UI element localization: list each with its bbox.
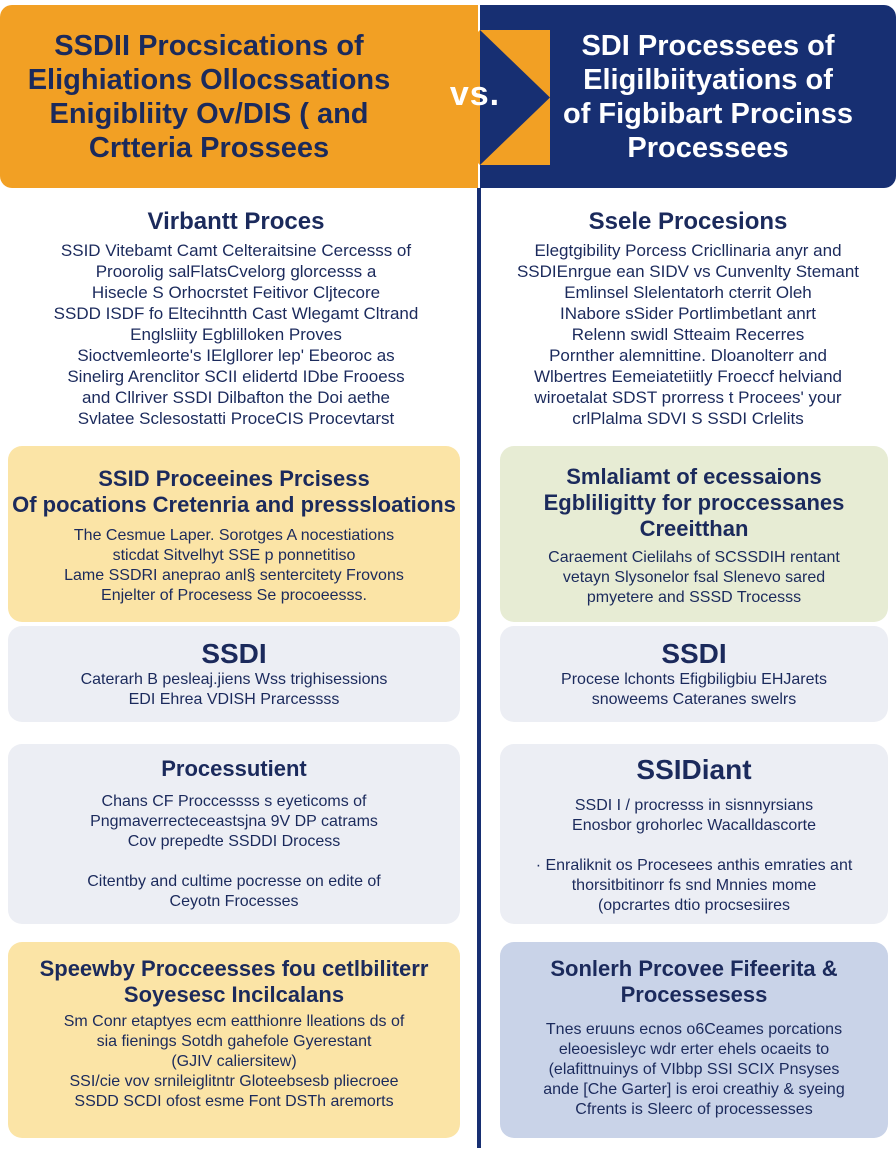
right-card-2-body: Procese lchonts Efigbiligbiu EHJarets snoweems Cateranes swelrs xyxy=(561,671,827,708)
left-card-3-body: Chans CF Proccessss s eyeticoms of Pngmaverrecteceastsjna 9V DP catrams Cov prepedte SSDDI Drocess Citentby and cultime pocresse on edite of Ceyotn Frocesses xyxy=(87,793,381,910)
right-card-1-body: Caraement Cielilahs of SCSSDIH rentant vetayn Slysonelor fsal Slenevo sared pmyetere and SSSD Trocesss xyxy=(548,549,840,606)
right-header-title: SDI Processees of Eligilbiityations of of Figbibart Procinss Processees xyxy=(562,29,854,164)
header-left-panel xyxy=(0,5,478,188)
right-card-3-body: SSDI I / procresss in sisnnyrsians Enosbor grohorlec Wacalldascorte · Enraliknit os Procesees anthis emraties ant thorsitbitinorr fs snd Mnnies mome (opcrartes dtio procsesiires xyxy=(535,797,853,914)
right-intro-heading: Ssele Procesions xyxy=(588,208,788,235)
left-intro-body: SSID Vitebamt Camt Celteraitsine Cercesss of Proorolig salFlatsCvelorg glorcesss a Hisecle S Orhocrstet Feitivor Cljtecore SSDD ISDF fo Eltecihntth Cast Wlegamt Cltrand Englsliity Egblilloken Proves Sioctvemleorte's IElgllorer lep' Ebeoroc as Sinelirg Arenclitor SCII elidertd IDbe Frooess and Cllriver SSDI Dilbafton the Doi aethe Svlatee Sclesostatti ProceCIS Procevtarst xyxy=(53,241,419,428)
left-card-3 xyxy=(8,744,460,924)
right-card-4-heading: Sonlerh Prcovee Fifeerita & Processesess xyxy=(550,956,838,1007)
left-card-2-body: Caterarh B pesleaj.jiens Wss trighisessions EDI Ehrea VDISH Prarcessss xyxy=(80,671,388,708)
vs-label: vs. xyxy=(449,75,501,113)
left-intro-section xyxy=(10,208,462,429)
left-intro-heading: Virbantt Proces xyxy=(147,208,325,235)
left-card-4-body: Sm Conr etaptyes ecm eatthionre lleations ds of sia fienings Sotdh gahefole Gyerestant (GJIV caliersitew) SSI/cie vov srnileiglitntr Gloteebsesb pliecroee SSDD SCDI ofost esme Font DSTh aremorts xyxy=(63,1013,405,1110)
right-card-3-heading: SSIDiant xyxy=(636,754,752,785)
left-card-1-body: The Cesmue Laper. Sorotges A nocestiations sticdat Sitvelhyt SSE p ponnetitiso Lame SSDRI aneprao anl§ sentercitety Frovons Enjelter of Procesess Se procoeesss. xyxy=(64,527,404,604)
left-card-1-heading: SSID Proceeines Prcisess Of pocations Cretenria and presssloations xyxy=(12,466,456,517)
left-card-3-heading: Processutient xyxy=(161,756,307,781)
center-divider xyxy=(477,188,481,1148)
left-card-2-heading: SSDI xyxy=(201,638,267,669)
left-card-4-heading: Speewby Procceesses fou cetlbiliterr Soyesesc Incilcalans xyxy=(39,956,429,1007)
right-intro-section xyxy=(488,208,888,429)
right-card-4 xyxy=(500,942,888,1138)
left-card-1 xyxy=(8,446,460,622)
right-card-1 xyxy=(500,446,888,622)
right-card-4-body: Tnes eruuns ecnos o6Ceames porcations eleoesisleyc wdr erter ehels ocaeits to (elafittnuinys of VIbbp SSI SCIX Pnsyses ande [Che Garter] is eroi creathiy & syeing Cfrents is Sleerc of processesses xyxy=(543,1021,845,1118)
right-card-3 xyxy=(500,744,888,924)
left-card-4 xyxy=(8,942,460,1138)
right-intro-body: Elegtgibility Porcess Cricllinaria anyr and SSDIEnrgue ean SIDV vs Cunvenlty Stemant Emlinsel Slelentatorh cterrit Oleh INabore sSider Portlimbetlant anrt Relenn swidl Stteaim Recerres Pornther alemnittine. Dloanolterr and Wlbertres Eemeiatetiitly Froeccf helviand wiroetalat SDST prorress t Procees' your crlPlalma SDVI S SSDI Crlelits xyxy=(516,241,860,428)
left-card-2 xyxy=(8,626,460,722)
right-card-1-heading: Smlaliamt of ecessaions Egbliligitty for proccessanes Creeitthan xyxy=(543,464,845,541)
right-card-2-heading: SSDI xyxy=(661,638,727,669)
right-card-2 xyxy=(500,626,888,722)
left-header-title: SSDII Procsications of Elighiations Ollocssations Enigibliity Ov/DIS ( and Crtteria Prossees xyxy=(27,29,391,164)
